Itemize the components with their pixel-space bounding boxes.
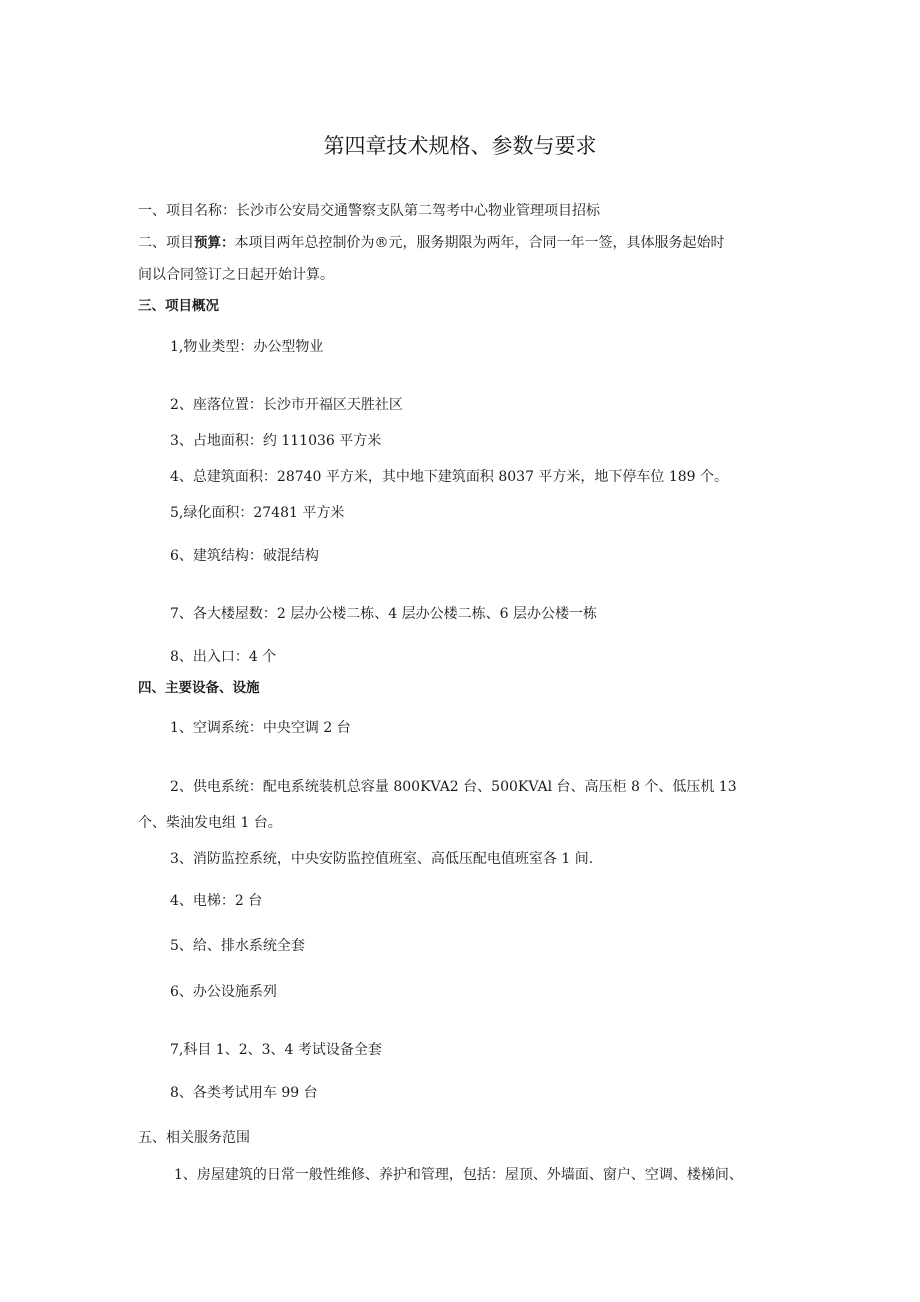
section-4-item-2: 2、供电系统：配电系统装机总容量 800KVA2 台、500KVAl 台、高压柜 8 个、低压机 13	[170, 779, 737, 795]
section-4-item-4: 4、电梯：2 台	[170, 893, 263, 909]
section-4-item-7: 7,科目 1、2、3、4 考试设备全套	[170, 1042, 382, 1058]
section-5-heading: 五、相关服务范围	[138, 1130, 250, 1146]
project-name-label: 一、项目名称：	[138, 203, 236, 219]
section-3-item-7: 7、各大楼屋数：2 层办公楼二栋、4 层办公楼二栋、6 层办公楼一栋	[170, 606, 597, 622]
project-budget-line-2: 间以合同签订之日起开始计算。	[138, 267, 334, 283]
project-name-value: 长沙市公安局交通警察支队第二驾考中心物业管理项目招标	[236, 203, 600, 219]
section-3-item-5: 5,绿化面积：27481 平方米	[170, 505, 345, 521]
section-4-item-2-continued: 个、柴油发电组 1 台。	[138, 815, 282, 831]
section-3-item-8: 8、出入口：4 个	[170, 649, 277, 665]
project-budget-text-1: 本项目两年总控制价为®元，服务期限为两年，合同一年一签，具体服务起始时	[234, 235, 725, 251]
section-3-heading: 三、项目概况	[138, 298, 219, 314]
section-4-item-5: 5、给、排水系统全套	[170, 938, 305, 954]
section-3-item-2: 2、座落位置：长沙市开福区天胜社区	[170, 397, 403, 413]
section-4-item-3: 3、消防监控系统，中央安防监控值班室、高低压配电值班室各 1 间.	[170, 851, 594, 867]
section-5-item-1: 1、房屋建筑的日常一般性维修、养护和管理，包括：屋顶、外墙面、窗户、空调、楼梯间、	[174, 1167, 743, 1183]
section-4-item-6: 6、办公设施系列	[170, 984, 277, 1000]
project-name-line	[138, 200, 600, 222]
section-3-item-1: 1,物业类型：办公型物业	[170, 339, 324, 355]
project-budget-line-1	[138, 232, 725, 254]
section-3-item-4: 4、总建筑面积：28740 平方米，其中地下建筑面积 8037 平方米，地下停车位 189 个。	[170, 469, 729, 485]
project-budget-label-prefix: 二、项目	[138, 235, 194, 251]
project-budget-label-bold: 预算：	[194, 235, 235, 251]
section-4-item-1: 1、空调系统：中央空调 2 台	[170, 720, 351, 736]
section-3-item-3: 3、占地面积：约 111036 平方米	[170, 433, 382, 449]
document-title: 第四章技术规格、参数与要求	[323, 134, 597, 158]
section-3-item-6: 6、建筑结构：破混结构	[170, 548, 319, 564]
section-4-item-8: 8、各类考试用车 99 台	[170, 1085, 318, 1101]
section-4-heading: 四、主要设备、设施	[138, 680, 260, 696]
